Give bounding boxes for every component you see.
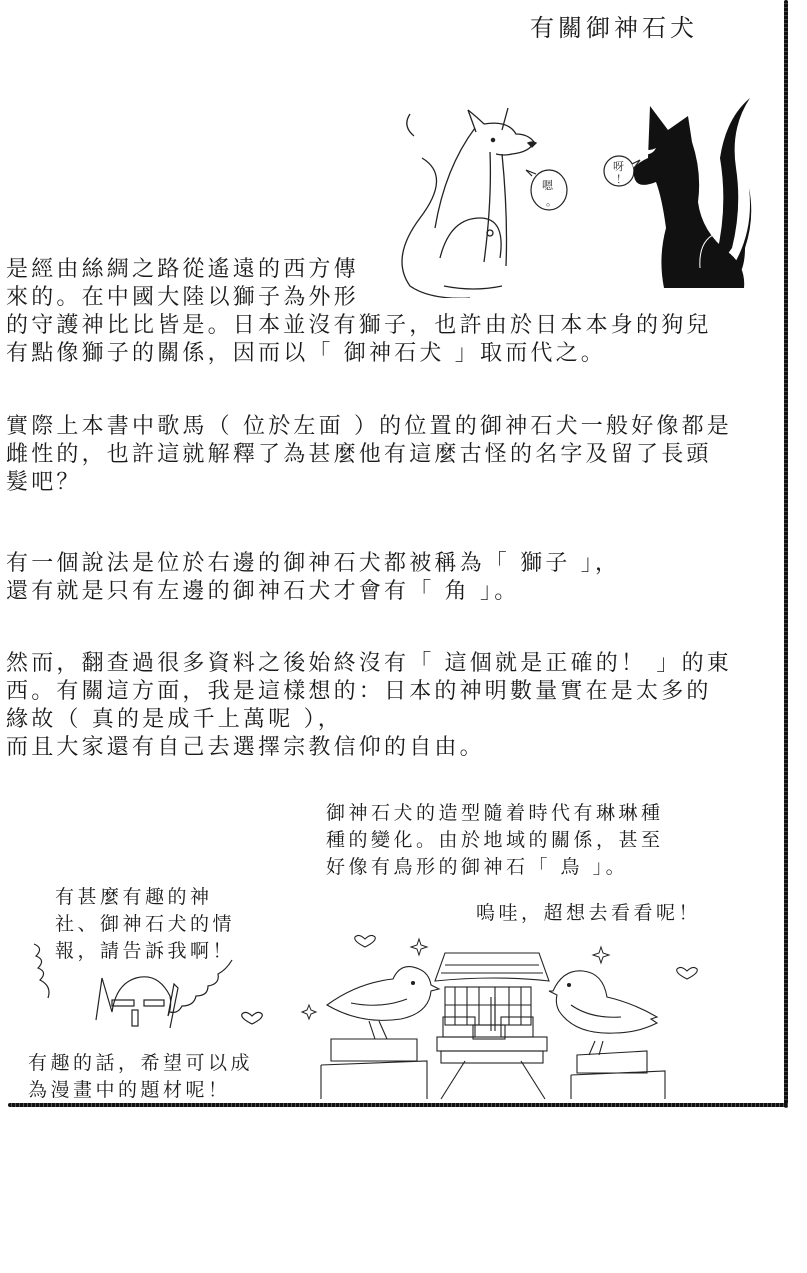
text-line: 報，請告訴我啊！ — [55, 940, 236, 962]
heart-icon — [677, 967, 698, 979]
author-sketch-illustration — [20, 940, 270, 1040]
page-title: 有關御神石犬 — [530, 14, 698, 42]
text-line: 御神石犬的造型隨着時代有琳琳種 — [326, 802, 664, 824]
shrine-caption — [326, 800, 664, 881]
text-line: 為漫畫中的題材呢！ — [28, 1079, 231, 1101]
bird-right-icon — [549, 971, 665, 1099]
paragraph-many-gods — [6, 650, 732, 762]
text-line: 然而，翻查過很多資料之後始終沒有「 這個就是正確的！ 」的東 — [6, 651, 732, 676]
text-line: 緣故（ 真的是成千上萬呢 ）， — [6, 707, 343, 732]
svg-text:嗯: 嗯 — [542, 179, 553, 192]
sparkle-icon — [593, 947, 609, 963]
burst-line-right — [170, 960, 232, 1012]
bird-left-icon — [321, 967, 439, 1099]
heart-icon — [355, 935, 376, 947]
paragraph-left-right — [6, 550, 620, 606]
closing-caption — [28, 1050, 253, 1104]
text-line: 的守護神比比皆是。日本並沒有獅子，也許由於日本本身的狗兒 — [6, 313, 712, 338]
text-line: 雌性的，也許這就解釋了為甚麼他有這麼古怪的名字及留了長頭 — [6, 442, 712, 467]
text-line: 來的。在中國大陸以獅子為外形 — [6, 285, 359, 310]
paragraph-female-komainu — [6, 413, 732, 497]
text-line: 有點像獅子的關係，因而以「 御神石犬 」取而代之。 — [6, 341, 606, 366]
sparkle-icon — [302, 1005, 316, 1019]
paragraph-origin — [6, 256, 712, 368]
burst-line-left — [34, 944, 49, 998]
heart-icon — [242, 1012, 263, 1024]
text-line: 還有就是只有左邊的御神石犬才會有「 角 」。 — [6, 579, 520, 604]
face-icon — [96, 977, 178, 1028]
speech-bubble-white-dog — [526, 170, 567, 210]
text-line: 西。有關這方面，我是這樣想的：日本的神明數量實在是太多的 — [6, 679, 712, 704]
text-line: 有一個說法是位於右邊的御神石犬都被稱為「 獅子 」， — [6, 551, 621, 576]
text-line: 是經由絲綢之路從遙遠的西方傳 — [6, 257, 359, 282]
shrine-icon — [435, 953, 549, 1099]
svg-text:呀: 呀 — [613, 160, 624, 173]
sparkle-icon — [411, 939, 427, 955]
text-line: 有甚麼有趣的神 — [55, 886, 213, 908]
text-line: 社、御神石犬的情 — [55, 913, 236, 935]
text-line: 而且大家還有自己去選擇宗教信仰的自由。 — [6, 735, 485, 760]
svg-text:！: ！ — [616, 173, 627, 186]
text-line: 好像有鳥形的御神石「 鳥 」。 — [326, 856, 629, 878]
svg-text:。: 。 — [546, 195, 557, 208]
text-line: 實際上本書中歌馬（ 位於左面 ）的位置的御神石犬一般好像都是 — [6, 414, 732, 439]
text-line: 有趣的話，希望可以成 — [28, 1052, 254, 1074]
page-border-right — [784, 0, 788, 1108]
text-line: 髮吧？ — [6, 470, 82, 495]
text-line: 種的變化。由於地域的關係，甚至 — [326, 829, 664, 851]
shrine-exclamation: 嗚哇，超想去看看呢！ — [476, 902, 702, 924]
shrine-birds-illustration — [295, 925, 715, 1100]
